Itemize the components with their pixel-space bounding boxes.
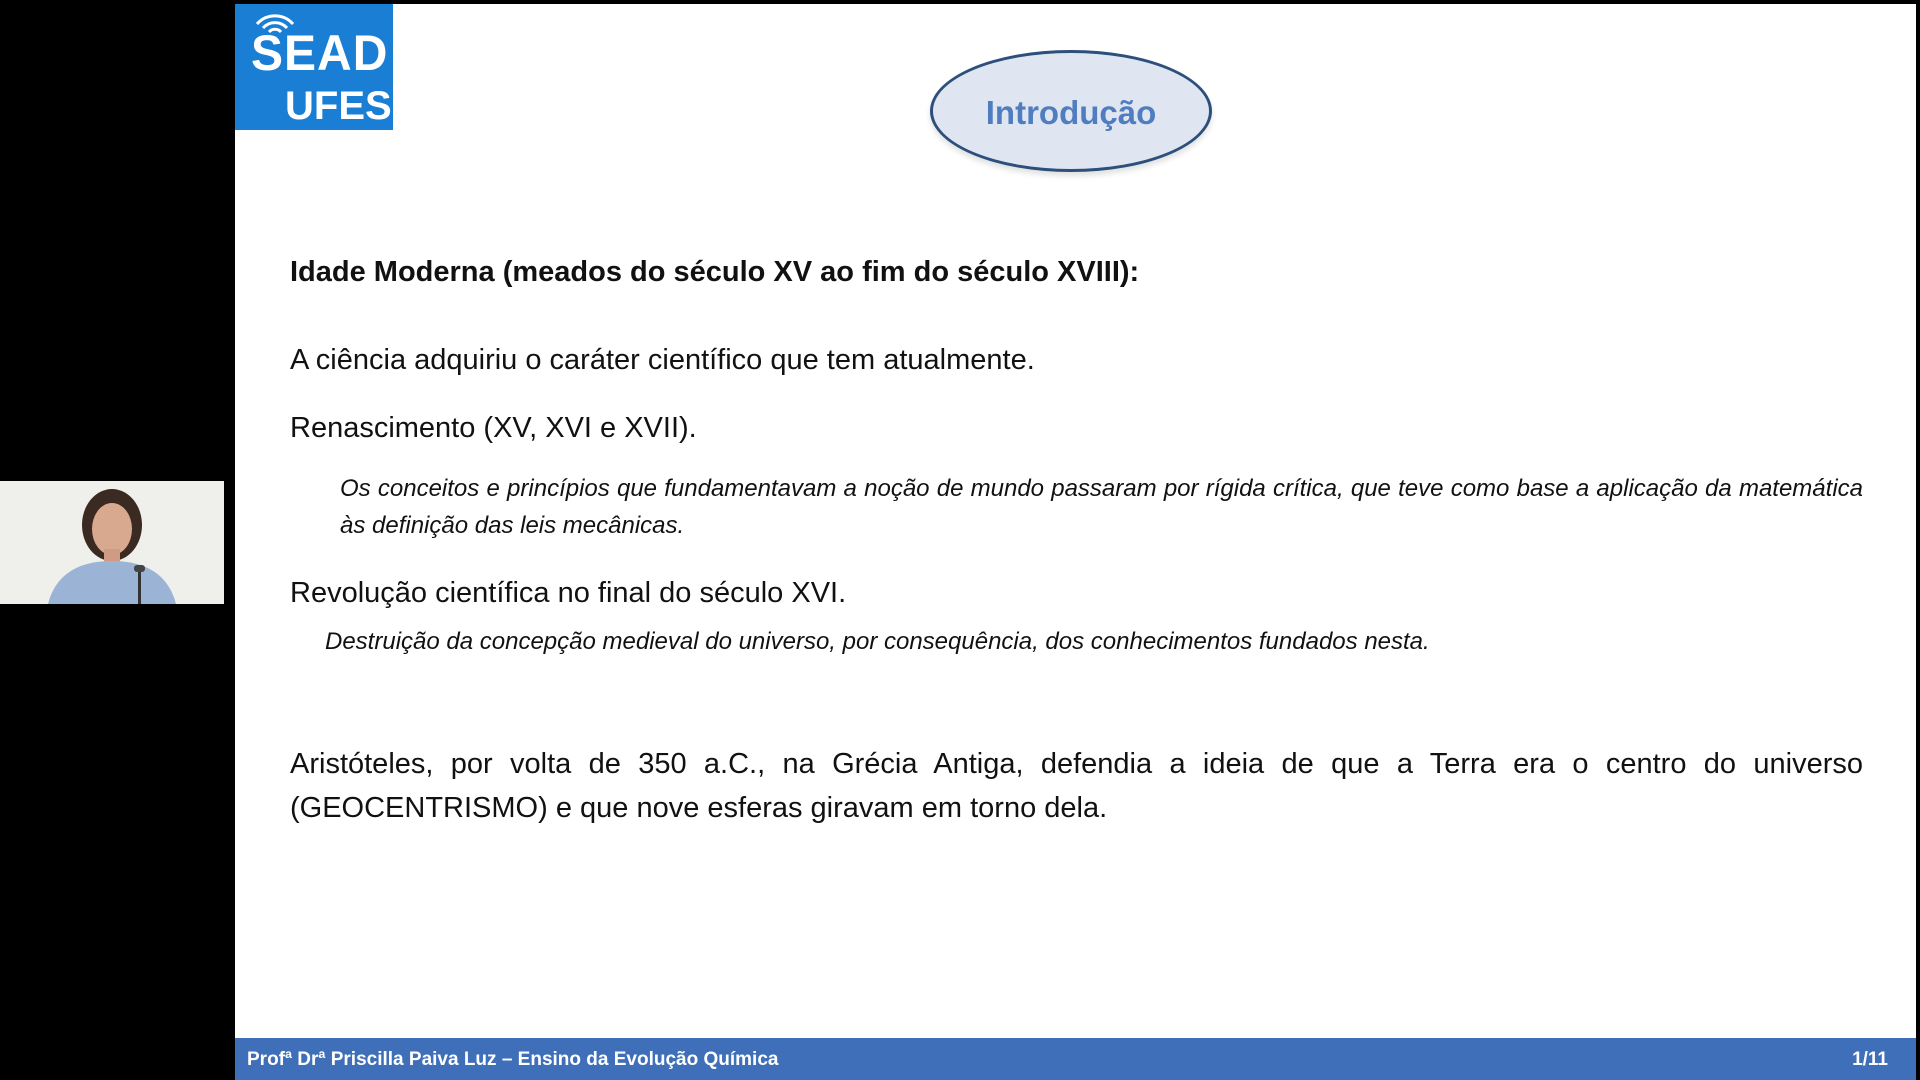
paragraph-science: A ciência adquiriu o caráter científico que tem atualmente. <box>290 344 1035 376</box>
paragraph-revolution: Revolução científica no final do século XVI. <box>290 577 847 609</box>
sead-ufes-logo <box>235 4 393 130</box>
paragraph-revolution-detail: Destruição da concepção medieval do universo, por consequência, dos conhecimentos fundados nesta. <box>325 628 1430 655</box>
slide-footer <box>235 1038 1916 1080</box>
page-number: 1/11 <box>1852 1049 1888 1070</box>
paragraph-renaissance: Renascimento (XV, XVI e XVII). <box>290 412 697 444</box>
slide-title: Introdução <box>985 94 1157 131</box>
section-heading: Idade Moderna (meados do século XV ao fim do século XVIII): <box>290 256 1140 288</box>
presentation-slide <box>235 4 1916 1080</box>
logo-line-sead: SEAD <box>251 25 389 82</box>
slide-title-oval <box>930 50 1212 172</box>
paragraph-renaissance-detail: Os conceitos e princípios que fundamentavam a noção de mundo passaram por rígida crítica, que teve como base a aplicação da matemática às definição das leis mecânicas. <box>340 475 1863 539</box>
footer-author: Profª Drª Priscilla Paiva Luz – Ensino da Evolução Química <box>247 1049 779 1070</box>
logo-line-ufes: UFES <box>285 84 392 128</box>
paragraph-aristotle: Aristóteles, por volta de 350 a.C., na Grécia Antiga, defendia a ideia de que a Terra era o centro do universo (GEOCENTRISMO) e que nove esferas giravam em torno dela. <box>290 748 1863 824</box>
presenter-figure <box>0 481 224 604</box>
presenter-webcam <box>0 481 224 604</box>
